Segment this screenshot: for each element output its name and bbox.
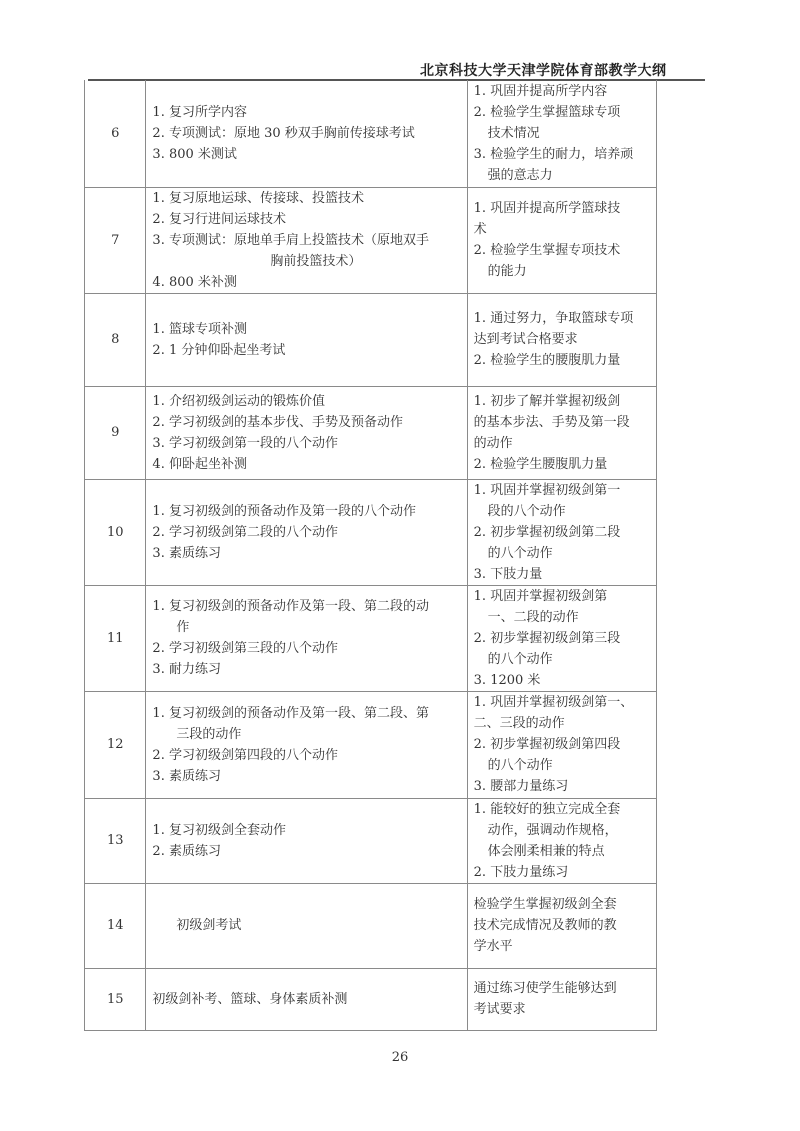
goal-line: 1. 通过努力，争取篮球专项	[473, 311, 634, 326]
content-line: 胸前投篮技术）	[270, 253, 362, 269]
goal-line: 1. 巩固并提高所学篮球技	[473, 201, 621, 216]
teaching-goal-cell	[467, 798, 656, 883]
table-row	[85, 386, 657, 479]
content-line: 初级剑补考、篮球、身体素质补测	[152, 991, 348, 1007]
week-number-cell: 11	[85, 585, 146, 691]
table-row	[85, 883, 657, 968]
goal-line: 3. 下肢力量	[473, 566, 543, 582]
table-row	[85, 80, 657, 187]
goal-line: 3. 1200 米	[473, 672, 541, 688]
goal-line: 术	[473, 222, 487, 237]
teaching-content-cell	[146, 585, 467, 691]
goal-line: 2. 初步掌握初级剑第三段	[473, 630, 621, 646]
week-number-cell: 9	[85, 386, 146, 479]
teaching-content-cell	[146, 187, 467, 293]
goal-line: 二、三段的动作	[473, 716, 565, 731]
goal-line: 2. 检验学生掌握篮球专项	[473, 104, 621, 120]
content-line: 作	[176, 620, 190, 635]
teaching-goal-cell	[467, 187, 656, 293]
goal-line: 2. 初步掌握初级剑第二段	[473, 524, 621, 540]
goal-line: 2. 检验学生的腰腹肌力量	[473, 353, 621, 368]
goal-line: 2. 初步掌握初级剑第四段	[473, 737, 621, 752]
syllabus-table	[84, 80, 657, 1031]
table-row	[85, 293, 657, 386]
table-row	[85, 187, 657, 293]
teaching-content-cell	[146, 798, 467, 883]
content-line: 3. 专项测试：原地单手肩上投篮技术（原地双手	[152, 232, 429, 248]
goal-line: 1. 巩固并掌握初级剑第一、	[473, 695, 634, 710]
goal-line: 段的八个动作	[487, 503, 566, 519]
goal-line: 技术完成情况及教师的教	[473, 918, 617, 933]
goal-line: 1. 初步了解并掌握初级剑	[473, 393, 621, 409]
table-row	[85, 585, 657, 691]
goal-line: 3. 检验学生的耐力，培养顽	[473, 146, 634, 162]
goal-line: 2. 检验学生腰腹肌力量	[473, 456, 608, 472]
document-header-title: 北京科技大学天津学院体育部教学大纲	[420, 63, 667, 79]
teaching-content-cell	[146, 80, 467, 187]
teaching-content-cell	[146, 883, 467, 968]
table-row	[85, 479, 657, 585]
content-line: 1. 复习原地运球、传接球、投篮技术	[152, 190, 364, 206]
teaching-goal-cell	[467, 691, 656, 798]
content-line: 2. 1 分钟仰卧起坐考试	[152, 342, 286, 358]
table-row	[85, 968, 657, 1030]
page-number: 26	[391, 1050, 409, 1065]
teaching-goal-cell	[467, 80, 656, 187]
content-line: 4. 800 米补测	[152, 274, 237, 290]
teaching-goal-cell	[467, 968, 656, 1030]
content-line: 3. 耐力练习	[152, 662, 221, 677]
goal-line: 强的意志力	[487, 167, 553, 183]
content-line: 1. 介绍初级剑运动的锻炼价值	[152, 393, 325, 409]
goal-line: 2. 下肢力量练习	[473, 864, 569, 880]
content-line: 4. 仰卧起坐补测	[152, 456, 247, 472]
content-line: 2. 学习初级剑第三段的八个动作	[152, 641, 338, 656]
content-line: 1. 复习初级剑的预备动作及第一段、第二段的动	[152, 599, 429, 614]
week-number-cell: 8	[85, 293, 146, 386]
goal-line: 1. 能较好的独立完成全套	[473, 801, 621, 817]
week-number-cell: 12	[85, 691, 146, 798]
teaching-content-cell	[146, 968, 467, 1030]
week-number-cell: 7	[85, 187, 146, 293]
goal-line: 体会刚柔相兼的特点	[487, 843, 605, 859]
content-line: 1. 篮球专项补测	[152, 321, 247, 337]
goal-line: 一、二段的动作	[487, 609, 579, 625]
content-line: 2. 素质练习	[152, 843, 221, 859]
table-row	[85, 798, 657, 883]
content-line: 3. 素质练习	[152, 545, 221, 561]
week-number-cell: 13	[85, 798, 146, 883]
goal-line: 的八个动作	[487, 758, 553, 773]
content-line: 3. 800 米测试	[152, 146, 237, 162]
goal-line: 的能力	[487, 264, 527, 279]
goal-line: 达到考试合格要求	[473, 332, 578, 347]
teaching-content-cell	[146, 386, 467, 479]
goal-line: 2. 检验学生掌握专项技术	[473, 243, 621, 258]
teaching-goal-cell	[467, 293, 656, 386]
week-number-cell: 15	[85, 968, 146, 1030]
content-line: 2. 专项测试：原地 30 秒双手胸前传接球考试	[152, 125, 415, 141]
goal-line: 1. 巩固并掌握初级剑第一	[473, 482, 621, 498]
goal-line: 技术情况	[487, 125, 540, 141]
goal-line: 考试要求	[473, 1002, 526, 1017]
content-line: 2. 学习初级剑第四段的八个动作	[152, 747, 338, 763]
teaching-goal-cell	[467, 585, 656, 691]
content-line: 三段的动作	[176, 726, 242, 742]
week-number-cell: 6	[85, 80, 146, 187]
content-line: 1. 复习所学内容	[152, 104, 247, 120]
content-line: 1. 复习初级剑的预备动作及第一段、第二段、第	[152, 705, 429, 721]
goal-line: 学水平	[473, 939, 513, 954]
teaching-content-cell	[146, 293, 467, 386]
goal-line: 3. 腰部力量练习	[473, 779, 569, 794]
week-number-cell: 10	[85, 479, 146, 585]
content-line: 初级剑考试	[176, 918, 242, 933]
goal-line: 检验学生掌握初级剑全套	[473, 897, 617, 912]
teaching-goal-cell	[467, 386, 656, 479]
syllabus-table-body	[85, 80, 657, 1030]
teaching-content-cell	[146, 691, 467, 798]
goal-line: 1. 巩固并掌握初级剑第	[473, 588, 608, 604]
content-line: 3. 学习初级剑第一段的八个动作	[152, 435, 338, 451]
teaching-goal-cell	[467, 479, 656, 585]
teaching-goal-cell	[467, 883, 656, 968]
goal-line: 动作，强调动作规格，	[487, 822, 618, 838]
goal-line: 的基本步法、手势及第一段	[473, 414, 630, 430]
content-line: 3. 素质练习	[152, 768, 221, 784]
table-row	[85, 691, 657, 798]
week-number-cell: 14	[85, 883, 146, 968]
teaching-content-cell	[146, 479, 467, 585]
content-line: 1. 复习初级剑的预备动作及第一段的八个动作	[152, 503, 416, 519]
content-line: 2. 复习行进间运球技术	[152, 211, 286, 227]
goal-line: 的动作	[473, 435, 513, 451]
goal-line: 1. 巩固并提高所学内容	[473, 83, 608, 99]
goal-line: 的八个动作	[487, 651, 553, 667]
content-line: 2. 学习初级剑第二段的八个动作	[152, 524, 338, 540]
content-line: 2. 学习初级剑的基本步伐、手势及预备动作	[152, 414, 403, 430]
goal-line: 通过练习使学生能够达到	[473, 981, 617, 996]
content-line: 1. 复习初级剑全套动作	[152, 822, 286, 838]
goal-line: 的八个动作	[487, 545, 553, 561]
